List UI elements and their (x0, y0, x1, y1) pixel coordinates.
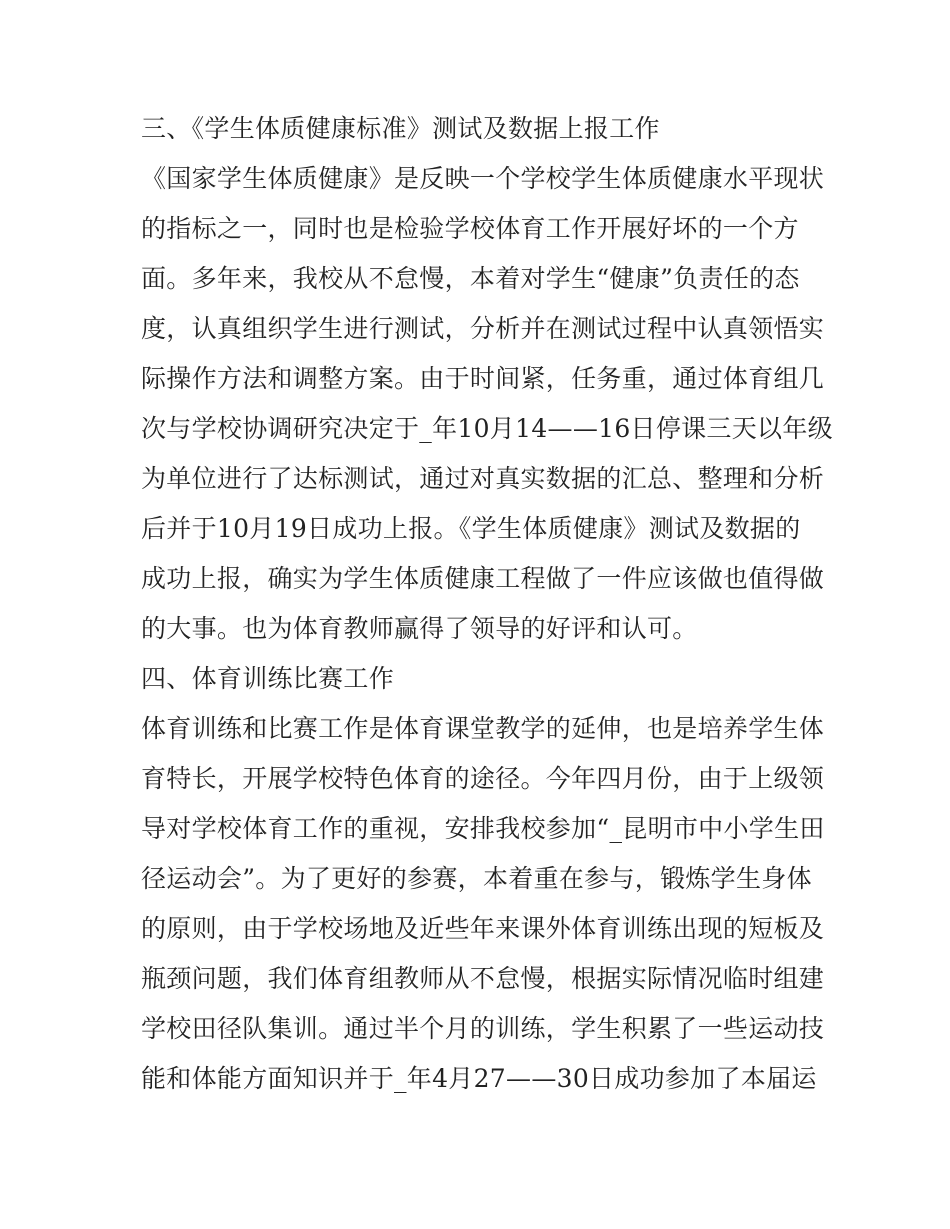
paragraph-line: 后并于10月19日成功上报。《学生体质健康》测试及数据的 (141, 514, 801, 543)
paragraph-line: 度，认真组织学生进行测试，分析并在测试过程中认真领悟实 (141, 314, 825, 343)
paragraph-line: 导对学校体育工作的重视，安排我校参加“_昆明市中小学生田 (141, 814, 825, 843)
paragraph-line: 径运动会”。为了更好的参赛，本着重在参与，锻炼学生身体 (141, 864, 812, 893)
paragraph-line: 体育训练和比赛工作是体育课堂教学的延伸，也是培养学生体 (141, 714, 825, 743)
paragraph-line: 育特长，开展学校特色体育的途径。今年四月份，由于上级领 (141, 764, 825, 793)
paragraph-line: 次与学校协调研究决定于_年10月14——16日停课三天以年级 (141, 414, 833, 443)
section-heading-4: 四、体育训练比赛工作 (141, 664, 395, 693)
paragraph-line: 面。多年来，我校从不怠慢，本着对学生“健康”负责任的态 (141, 264, 800, 293)
paragraph-line: 学校田径队集训。通过半个月的训练，学生积累了一些运动技 (141, 1014, 825, 1043)
paragraph-line: 成功上报，确实为学生体质健康工程做了一件应该做也值得做 (141, 564, 825, 593)
section-heading-3: 三、《学生体质健康标准》测试及数据上报工作 (141, 114, 660, 143)
paragraph-line: 的指标之一，同时也是检验学校体育工作开展好坏的一个方 (141, 214, 799, 243)
paragraph-line: 际操作方法和调整方案。由于时间紧，任务重，通过体育组几 (141, 364, 825, 393)
paragraph-line: 《国家学生体质健康》是反映一个学校学生体质健康水平现状 (141, 164, 825, 193)
paragraph-line: 能和体能方面知识并于_年4月27——30日成功参加了本届运 (141, 1064, 817, 1093)
paragraph-line: 的大事。也为体育教师赢得了领导的好评和认可。 (141, 614, 698, 643)
paragraph-line: 瓶颈问题，我们体育组教师从不怠慢，根据实际情况临时组建 (141, 964, 825, 993)
paragraph-line: 为单位进行了达标测试，通过对真实数据的汇总、整理和分析 (141, 464, 825, 493)
paragraph-line: 的原则，由于学校场地及近些年来课外体育训练出现的短板及 (141, 914, 825, 943)
